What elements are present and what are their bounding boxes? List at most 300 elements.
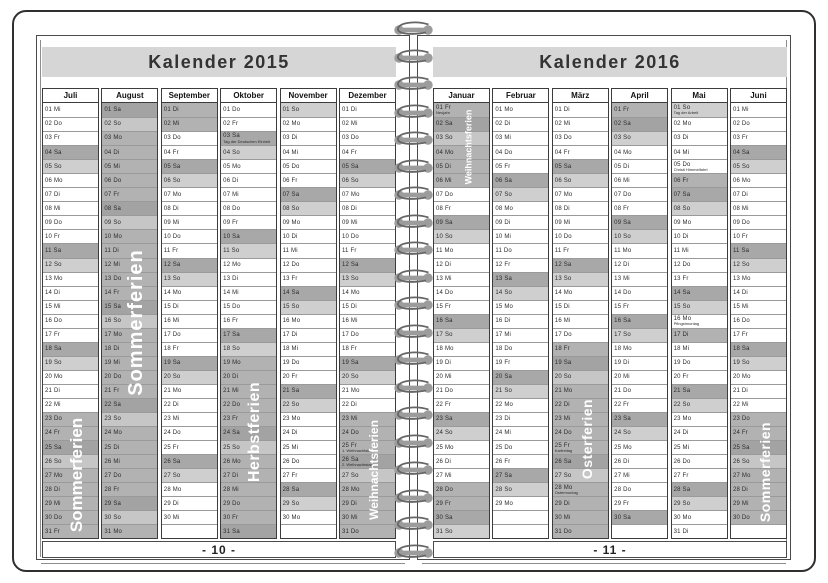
day-label: 03 Do (554, 135, 572, 142)
day-cell (612, 496, 667, 510)
day-label: 10 Di (282, 233, 298, 240)
day-label: 30 Mi (163, 514, 180, 521)
day-label: 06 Fr (282, 177, 298, 184)
day-label: 01 Fr (614, 106, 630, 113)
spiral-ring (392, 296, 435, 314)
day-cell (612, 328, 667, 342)
day-cell (612, 215, 667, 229)
day-cell (281, 272, 336, 286)
day-label: 02 Mi (163, 121, 180, 128)
day-cell (493, 272, 548, 286)
day-label: 27 Do (104, 472, 122, 479)
day-label: 29 So (673, 500, 691, 507)
day-cell (221, 468, 276, 482)
day-cell (434, 187, 489, 201)
day-label: 31 Do (554, 528, 572, 535)
day-label: 24 Fr (732, 430, 748, 437)
day-cell (43, 384, 98, 398)
day-label: 13 Di (223, 275, 239, 282)
day-cell (281, 482, 336, 496)
day-cell (162, 145, 217, 159)
day-cell (731, 229, 786, 243)
day-label: 28 So (495, 486, 513, 493)
day-label: 27 So (163, 472, 181, 479)
day-label: 17 Do (163, 332, 181, 339)
day-label: 01 Di (163, 106, 179, 113)
day-label: 30 Mi (554, 514, 571, 521)
day-label: 19 Mo (223, 360, 241, 367)
day-label: 30 Mo (673, 514, 692, 521)
day-cell (340, 384, 395, 398)
day-label: 16 Di (495, 318, 511, 325)
day-cell (553, 328, 608, 342)
day-label: 04 Fr (341, 149, 357, 156)
day-cell (731, 286, 786, 300)
day-label: 03 Di (282, 135, 298, 142)
ferien-label-text: Weihnachtsferien (367, 420, 382, 521)
day-label: 30 Fr (223, 514, 239, 521)
month-header: April (612, 89, 667, 103)
day-label: 23 Mo (673, 416, 692, 423)
holiday-note: Tag der Arbeit (673, 111, 699, 116)
day-cell (281, 286, 336, 300)
day-label: 26 Do (282, 458, 300, 465)
page-number-left: - 10 - (201, 542, 236, 557)
day-label: 20 Di (223, 374, 239, 381)
day-cell (553, 356, 608, 370)
day-label: 28 Di (45, 486, 61, 493)
day-cell (434, 454, 489, 468)
day-label: 07 Sa (673, 191, 691, 198)
month-column-november (280, 88, 337, 539)
day-cell (43, 145, 98, 159)
day-label: 15 So (673, 304, 691, 311)
day-label: 22 So (282, 402, 300, 409)
day-cell (43, 272, 98, 286)
day-label: 12 Sa (341, 261, 359, 268)
day-cell (340, 440, 395, 454)
day-label: 02 Do (45, 121, 63, 128)
day-cell (493, 398, 548, 412)
day-label: 26 Di (436, 458, 452, 465)
day-cell (43, 258, 98, 272)
day-label: 20 Sa (495, 374, 513, 381)
day-label: 03 Di (673, 135, 689, 142)
spiral-ring (392, 324, 435, 342)
day-label: 06 Fr (673, 177, 689, 184)
day-cell (43, 398, 98, 412)
day-cell (281, 454, 336, 468)
day-label: 14 Di (732, 289, 748, 296)
day-cell (434, 272, 489, 286)
day-label: 02 Di (495, 121, 511, 128)
month-column-august (101, 88, 158, 539)
day-label: 31 Sa (223, 528, 240, 535)
day-label: 07 Mo (341, 191, 360, 198)
day-cell (493, 370, 548, 384)
day-label: 24 Do (341, 430, 359, 437)
day-label: 22 So (673, 402, 691, 409)
day-label: 10 Mi (495, 233, 512, 240)
day-label: 12 Sa (554, 261, 572, 268)
day-cell (493, 215, 548, 229)
day-cell (493, 482, 548, 496)
day-label: 30 Mi (341, 514, 358, 521)
day-label: 08 Fr (436, 205, 452, 212)
day-cell (672, 131, 727, 145)
day-cell (340, 356, 395, 370)
day-cell (102, 314, 157, 328)
day-label: 26 Mo (223, 458, 241, 465)
day-label: 06 So (341, 177, 359, 184)
day-cell (102, 328, 157, 342)
day-label: 15 So (282, 304, 300, 311)
day-cell (672, 510, 727, 524)
day-cell (434, 426, 489, 440)
day-cell (221, 524, 276, 538)
day-cell (434, 314, 489, 328)
day-cell (612, 272, 667, 286)
day-label: 04 Mi (673, 149, 690, 156)
day-label: 17 Mo (104, 332, 123, 339)
day-label: 06 Do (104, 177, 122, 184)
spiral-ring (392, 434, 435, 452)
day-label: 12 Mo (223, 261, 241, 268)
day-cell (102, 468, 157, 482)
day-cell (553, 496, 608, 510)
day-label: 27 Mo (45, 472, 63, 479)
day-cell (43, 159, 98, 173)
day-label: 16 So (104, 318, 122, 325)
day-label: 15 Fr (614, 304, 630, 311)
day-label: 28 Mo (341, 486, 360, 493)
day-label: 01 So (673, 104, 691, 111)
day-label: 30 Sa (436, 514, 453, 521)
day-label: 16 Do (45, 318, 63, 325)
day-cell (672, 468, 727, 482)
day-cell (672, 117, 727, 131)
day-label: 22 Fr (614, 402, 630, 409)
day-label: 28 Sa (673, 486, 691, 493)
day-label: 30 Do (45, 514, 63, 521)
day-label: 05 Sa (554, 163, 572, 170)
day-label: 19 So (45, 360, 62, 367)
day-label: 08 Di (554, 205, 570, 212)
day-cell (612, 356, 667, 370)
day-cell (434, 440, 489, 454)
day-cell (221, 117, 276, 131)
day-cell (281, 426, 336, 440)
day-label: 03 Do (163, 135, 181, 142)
day-label: 01 Fr (436, 104, 452, 111)
day-label: 24 Do (163, 430, 181, 437)
day-cell (221, 496, 276, 510)
day-cell (102, 229, 157, 243)
day-cell (221, 131, 276, 145)
day-label: 09 Di (495, 219, 511, 226)
day-cell (672, 187, 727, 201)
day-label: 26 So (45, 458, 62, 465)
day-cell (672, 496, 727, 510)
day-label: 11 Mi (282, 247, 298, 254)
month-header: November (281, 89, 336, 103)
day-label: 27 Mi (436, 472, 452, 479)
day-cell (340, 286, 395, 300)
day-label: 14 Fr (104, 289, 120, 296)
day-cell (612, 398, 667, 412)
day-label: 26 Sa (554, 458, 572, 465)
day-cell (102, 300, 157, 314)
day-label: 30 So (104, 514, 122, 521)
day-label: 29 Mi (732, 500, 749, 507)
day-label: 23 Mi (554, 416, 571, 423)
day-cell (493, 412, 548, 426)
day-label: 06 So (554, 177, 572, 184)
spiral-ring (392, 351, 435, 369)
day-cell (612, 243, 667, 257)
day-label: 14 Do (614, 289, 632, 296)
day-cell (553, 187, 608, 201)
day-label: 23 Mi (163, 416, 180, 423)
day-cell (612, 468, 667, 482)
holiday-note: Neujahr (436, 111, 451, 116)
day-label: 13 Sa (495, 275, 513, 282)
day-cell (612, 173, 667, 187)
day-cell (221, 201, 276, 215)
day-label: 08 Mi (732, 205, 749, 212)
day-label: 26 Mi (104, 458, 121, 465)
day-label: 17 Di (282, 332, 298, 339)
day-cell (612, 440, 667, 454)
day-cell (281, 440, 336, 454)
day-label: 04 Di (104, 149, 120, 156)
day-label: 08 Mi (45, 205, 61, 212)
day-label: 10 Di (673, 233, 689, 240)
day-cell (612, 524, 667, 538)
day-label: 13 Mi (436, 275, 452, 282)
day-label: 16 Sa (436, 318, 453, 325)
day-cell (281, 510, 336, 524)
day-label: 17 So (436, 332, 453, 339)
day-cell (493, 117, 548, 131)
month-column-februar (492, 88, 549, 539)
day-cell (672, 145, 727, 159)
day-cell (731, 468, 786, 482)
day-cell (102, 131, 157, 145)
day-cell (434, 370, 489, 384)
spiral-ring (392, 269, 435, 287)
day-label: 23 Fr (223, 416, 239, 423)
day-label: 12 Di (614, 261, 630, 268)
day-label: 30 Sa (614, 514, 631, 521)
day-cell (340, 398, 395, 412)
day-label: 26 Di (614, 458, 630, 465)
day-label: 07 Fr (104, 191, 120, 198)
day-label: 22 Do (223, 402, 241, 409)
day-label: 14 Sa (282, 289, 300, 296)
day-label: 13 So (341, 275, 359, 282)
day-label: 24 Do (554, 430, 572, 437)
day-cell (162, 468, 217, 482)
day-cell (102, 243, 157, 257)
day-cell (553, 159, 608, 173)
day-cell (340, 510, 395, 524)
day-cell (731, 258, 786, 272)
day-cell (612, 412, 667, 426)
day-label: 07 Di (732, 191, 748, 198)
holiday-note: Karfreitag (554, 448, 573, 453)
day-label: 09 Mo (282, 219, 301, 226)
day-cell (162, 173, 217, 187)
day-label: 19 Sa (163, 360, 181, 367)
day-label: 10 So (614, 233, 631, 240)
day-label: 16 Mo (673, 316, 692, 323)
day-cell (162, 440, 217, 454)
spiral-ring (392, 461, 435, 479)
day-cell (731, 173, 786, 187)
day-label: 25 Mi (673, 444, 690, 451)
holiday-note: 1. Weihnachtstag (341, 448, 373, 453)
day-cell (221, 187, 276, 201)
day-cell (553, 342, 608, 356)
day-label: 09 Mi (163, 219, 180, 226)
day-cell (162, 342, 217, 356)
day-label: 23 Do (732, 416, 750, 423)
day-cell (162, 398, 217, 412)
day-cell (102, 173, 157, 187)
month-column-märz (552, 88, 609, 539)
day-cell (434, 482, 489, 496)
day-label: 15 Mi (732, 304, 749, 311)
day-label: 04 Mo (436, 149, 454, 156)
day-label: 27 Fr (282, 472, 298, 479)
day-cell (434, 356, 489, 370)
day-label: 11 Mo (614, 247, 632, 254)
day-label: 18 Mo (436, 346, 454, 353)
day-label: 29 Di (163, 500, 179, 507)
day-label: 16 Mi (341, 318, 358, 325)
day-cell (221, 510, 276, 524)
day-cell (553, 384, 608, 398)
day-label: 12 Di (436, 261, 452, 268)
day-cell (553, 412, 608, 426)
day-cell (731, 398, 786, 412)
day-label: 07 Do (614, 191, 632, 198)
day-cell (43, 103, 98, 117)
day-label: 28 Sa (282, 486, 300, 493)
day-cell (672, 286, 727, 300)
day-label: 10 Sa (223, 233, 240, 240)
day-label: 05 Mo (223, 163, 241, 170)
day-cell (281, 229, 336, 243)
day-label: 11 Sa (45, 247, 62, 254)
month-column-september (161, 88, 218, 539)
day-cell (434, 412, 489, 426)
day-cell (553, 215, 608, 229)
day-label: 18 Do (495, 346, 513, 353)
day-label: 05 Do (282, 163, 300, 170)
day-cell (221, 215, 276, 229)
day-label: 27 So (554, 472, 572, 479)
day-label: 23 So (104, 416, 122, 423)
day-cell (493, 286, 548, 300)
day-label: 22 Di (341, 402, 357, 409)
day-cell (281, 103, 336, 117)
day-cell (493, 356, 548, 370)
day-label: 22 Sa (104, 402, 122, 409)
day-label: 09 Fr (223, 219, 239, 226)
day-cell (731, 243, 786, 257)
day-label: 16 Fr (223, 318, 239, 325)
day-cell (281, 398, 336, 412)
day-label: 21 Sa (282, 388, 300, 395)
month-column-april (611, 88, 668, 539)
day-label: 21 Mi (223, 388, 239, 395)
day-label: 05 So (45, 163, 62, 170)
day-label: 14 Mo (163, 289, 182, 296)
day-cell (612, 314, 667, 328)
day-cell (340, 258, 395, 272)
day-label: 15 Fr (436, 304, 452, 311)
spiral-binding (392, 0, 435, 583)
day-cell (434, 258, 489, 272)
day-cell (340, 482, 395, 496)
day-label: 31 Fr (45, 528, 61, 535)
day-cell (340, 187, 395, 201)
day-cell (281, 468, 336, 482)
day-cell (553, 440, 608, 454)
day-cell (102, 454, 157, 468)
day-cell (102, 145, 157, 159)
day-cell (102, 398, 157, 412)
day-cell (102, 286, 157, 300)
page-title-2016: Kalender 2016 (539, 51, 681, 72)
day-cell (731, 524, 786, 538)
day-label: 24 So (614, 430, 631, 437)
day-cell (102, 496, 157, 510)
day-label: 29 Fr (436, 500, 452, 507)
day-cell (612, 258, 667, 272)
day-label: 25 Fr (341, 442, 357, 449)
spiral-ring (392, 544, 435, 562)
day-cell (672, 482, 727, 496)
day-cell (672, 440, 727, 454)
day-label: 18 So (223, 346, 240, 353)
day-cell (553, 482, 608, 496)
day-label: 24 Mo (104, 430, 123, 437)
day-cell (281, 173, 336, 187)
day-cell (102, 426, 157, 440)
day-label: 03 Do (341, 135, 359, 142)
day-cell (434, 524, 489, 538)
day-cell (102, 384, 157, 398)
day-label: 05 Di (614, 163, 630, 170)
day-cell (221, 314, 276, 328)
day-cell (162, 328, 217, 342)
day-cell (281, 145, 336, 159)
day-label: 17 Do (341, 332, 359, 339)
day-cell (162, 524, 217, 538)
month-header: August (102, 89, 157, 103)
day-label: 05 Fr (495, 163, 511, 170)
day-cell (731, 272, 786, 286)
day-cell (340, 159, 395, 173)
day-cell (493, 342, 548, 356)
day-cell (281, 215, 336, 229)
day-cell (281, 159, 336, 173)
month-column-juni (730, 88, 787, 539)
day-label: 10 Do (554, 233, 572, 240)
